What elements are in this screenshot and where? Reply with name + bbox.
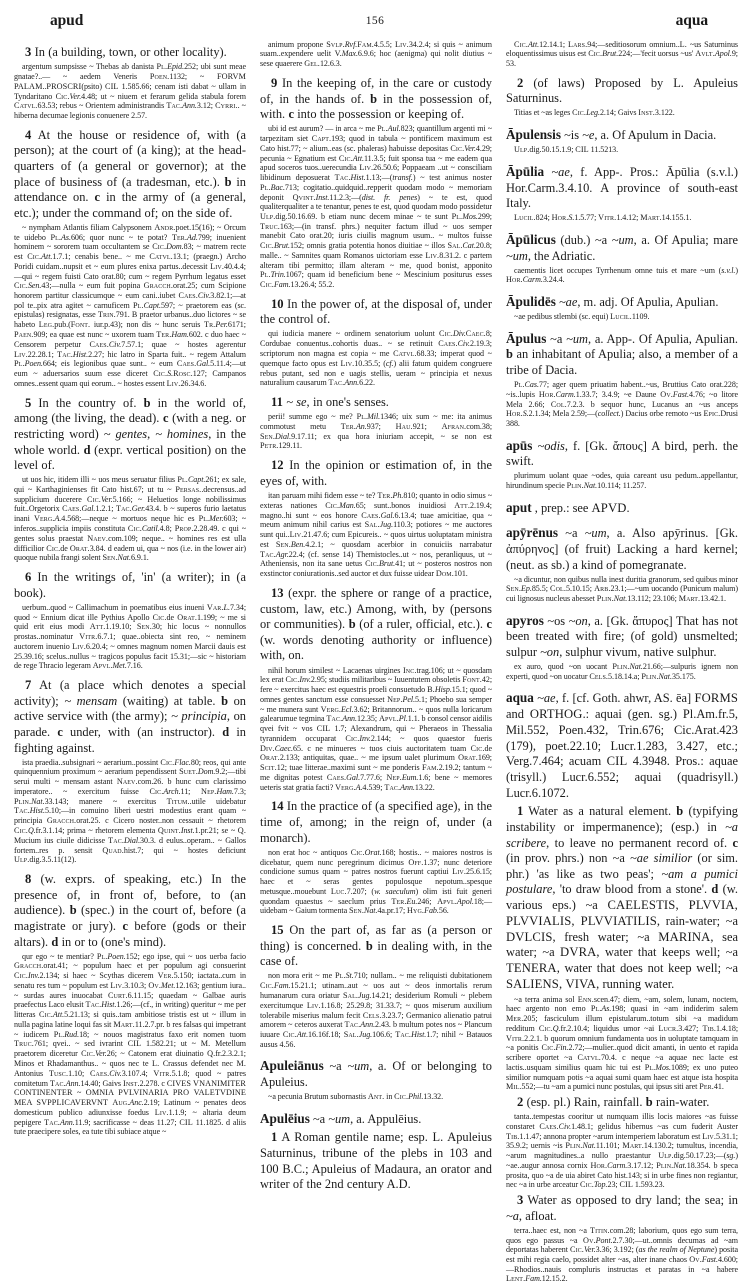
sense-group <box>14 128 246 222</box>
headword-line: apyros ~os ~on, a. [Gk. ἄπυρος] That has not been treated with fire; (of gold) unsmelted; sulpur ~on, sulphur vivum, native sulphur. <box>506 612 738 659</box>
citation-block: terra..haec est, non ~a Titin.com.28; laborium, quos ego sum terra, quos ego passus ~a Ov.Pont.2.7.30;—ut..omnis decumas ad ~am deportatas haberent Cic.Ver.3.36; 3.192; (as the realm of Neptune) posita est mihi regia caelo, possidet alter ~as, alter inane chaos Ov.Fast.4.600;—Rhodios..nauis compluris instructas et paratas in ~a habere Lent.Fam.12.15.2. <box>506 1225 738 1284</box>
headword-line: Āpulus ~a ~um, a. App-. Of Apulia, Apulian. b an inhabitant of Apulia; also, a member of a tribe of Dacia. <box>506 330 738 377</box>
sense-number: 2 <box>517 1094 524 1109</box>
citation-block: tanta..tempestas cooritur ut numquam illis locis maiores ~as fuisse constaret Caes.Civ.1.48.1; gelidus hibernus ~as cum fuderit Auster Tib.1.1.47; annona propter ~arum intemperiem laboratum est Liv.5.31.1; 35.9.2; uernis ~is Plin.Nat.11.101; Mart.14.130.2; tumultus, incendia, ~arum magnitudines..a nullo praestantur Ulp.dig.50.17.23;—(sg.) ~ae..augur annosa cornix Hor.Carm.3.17.12; Plin.Nat.18.354. b speca prosita, quo ~a de uia abiret Cato hist.143; si in urbe fines non regiantur, nec ~a in urbe arceatur Cic.Top.23; CIL 1.593.23. <box>506 1112 738 1190</box>
citation-block: non mora erit ~ me Pl.St.710; nullam.. ~ me reliquisti dubitationem Cic.Fam.15.21.1; utinam..aut ~ uos aut ~ deos inmortalis rerum humanarum cura oriatur Sal.Jug.14.21; desiderium Romuli ~ plebem exercitumque Liv.1.16.8; 25.29.8; 31.33.7; ~ quos miserum auxilium tolerabile miserius malum fecit Cels.3.23.7; Germanico alienatio patrui amorem ~ ceteros auxerat Tac.Ann.2.43. b multum potes nos ~ Plancum iuuare Cic.Att.16.16f.18; Sal.Jug.106.6; Tac.Hist.1.7; nihil ~ Batauos ausus 4.56. <box>260 971 493 1049</box>
headword: Āpūlia <box>506 164 545 180</box>
running-head <box>24 12 726 34</box>
headword-line: aqua ~ae, f. [cf. Goth. ahwr, AS. ēa] FORMS and ORTHOG.: aquai (gen. sg.) Pl.Am.fr.5, Mil.552, Poen.432, Trin.676; Cic.Arat.423 (179), poet.22.10; Lucr.1.283, 3.427, etc.; Verg.7.464; acuam CIL 4.3948. Pros.: aquae (trisyll.) Lucr.6.552; aquai (quadrisyll.) Lucr.6.1072. <box>506 690 738 800</box>
sense-number: 9 <box>271 75 278 90</box>
sense-number: 2 <box>517 75 524 90</box>
headword: Āpūlicus <box>506 232 556 247</box>
dictionary-entry <box>506 613 738 682</box>
column-middle <box>260 38 493 1192</box>
sense-definition: 6 In the writings of, 'in' (a writer); in (a book). <box>14 570 246 600</box>
citation-block: itan paruam mihi fidem esse ~ te? Ter.Ph.810; quanto in odio simus ~ exteras nationes Cic.Man.65; sunt..bonos inuidiosi Att.2.19.4; magno..hi sunt ~ eos honore Caes.Gal.6.13.4; tuae amicitiae, qua ~ meum animum nihil carius est Sal.Jug.110.3; potiores ~ me auctores sunt qui..Liv.21.47.6; cum Epicureis.. ~ quos uirtus uoluptatam ministra est Sen.Ben.4.2.1; ~ quosdam acerbior in conuiciis narrabatur Tac.Agr.22.4; (cf. sense 14) Themistocles..ut ~ nos, peranliquus, ut ~ Atheniensis, non ita sane uetus Cic.Brut.41; ut ~ posteros nostros non exstinctor coniurationis..sed auctor et dux fuisse uidear Dom.101. <box>260 491 493 579</box>
citation-block: ~a dicuntur, non quibus nulla inest duritia granorum, sed quibus minor Sen.Ep.85.5; Col.5.10.15; Arb.23.1;—~um uocando (Punicum malum) cui lignosus nucleus abesset Plin.Nat.13.112; 23.106; Mart.13.42.1. <box>506 574 738 603</box>
dictionary-entry <box>260 1058 492 1101</box>
headword-line: Āpulensis ~is ~e, a. Of Apulum in Dacia. <box>506 127 717 143</box>
citation-block: ex auro, quod ~on uocant Plin.Nat.21.66;—sulpuris ignem non experti, quod ~on uocatur Cels.5.18.14.a; Plin.Nat.35.175. <box>506 661 738 681</box>
citation-block: Pl.Cas.77; ager quem priuatim habent..~us, Bruttius Cato orat.228; ~is..lupis Hor.Carm.1.33.7; 3.4.9; ~e Daune Ov.Fast.4.76; ~o litore Mela 2.66; Col.7.2.3. b sequor hunc, Lucanus an ~us anceps Hor.S.2.1.34; Mela 2.59;—(collect.) Dacius orbe remoto ~us Epic.Drusi 388. <box>506 379 739 429</box>
sense-definition: 11 ~ se, in one's senses. <box>271 394 389 409</box>
citation-block: qur ego ~ te mentiar? Pl.Poen.152; ego ipse, qui ~ uos uerba facio Gracch.orat.41; ~ populum haec et per populum agi consuerint Cic.Inv.2.134; si haec ~ Scythas dicerem Ver.5.150; iactata..cum in senatu res tum ~ populum est Liv.3.10.3; Ov.Met.12.163; gentium iura.. ~ surdas aures inuocabat Curt.6.11.15; quaedam ~ Galbae auris praefectus Laco elusit Tac.Hist.1.26;—(cf., in writing) queritur ~ me per litteras Cic.Att.5.21.13; si quis..tam ambitiose tristis est ut ~ illum in nulla pagina latine loqui fas sit Mart.11.2.7.pr. b res falsas qui impetrant ~ iudicem Pl.Rud.18; ~ nouos magistratus faxo erit nomen tuom Truc.761; qvei.. ~ sed ivrarint CIL 1.582.21; ut ~ M. Metellum praetorem diceretur Cic.Ver.26; ~ Catonem erat diuinatio Q.fr.2.3.2.1; Minos et Rhadamanthus.. ~ quos nec te L. Crassus defendet nec M. Antonius Tusc.1.10; Caes.Civ.3.107.4; Vitr.5.1.8; quod ~ patres comitetum Tac.Ann.14.40; Gaivs Inst.2.278. c CIVES VNANIMITER CONTINENTER ~ OMNIA PVLVINARIA PRO VALETVDINE MEA SVPPLICAVERVNT Aug.Anc.2.19; Latinum ~ penates deos domesticum publico adiunxisse foedus Liv.1.1.9; ~ altaria deum pepigere Tac.Ann.11.9; sacrificasse ~ deas 11.27; CIL 11.1825. d aliis tute praecipere soles, ea tute tibi subiace atque ~ <box>14 951 247 1137</box>
sense-group <box>260 586 492 664</box>
dictionary-entry <box>506 232 738 285</box>
citation-block: Lucil.824; Hor.S.1.5.77; Vitr.1.4.12; Mart.14.155.1. <box>514 213 692 223</box>
citation-block: perii! summe ego ~ me? Pl.Mil.1346; uix sum ~ me: ita animus commotust metu Ter.An.937; Hau.921; Afran.com.38; Sen.Dial.9.17.11; ex qua hora iniuriam accepit, ~ se non est Petr.129.11. <box>260 412 493 451</box>
sense-group <box>260 395 492 411</box>
sense-definition: 9 In the keeping of, in the care or custody of, in the hands of. b in the possession of, with. c into the possession or keeping of. <box>260 75 492 122</box>
sense-number: 15 <box>271 923 284 938</box>
sense-number: 3 <box>25 45 32 59</box>
citation-block: non erat hoc ~ antiquos Cic.Orat.168; hostis.. ~ maiores nostros is dicebatur, quem nunc peregrinum dicimus Off.1.37; nunc deteriore condicione sumus quam ~ patres nostros fuerunt captiui Liv.25.6.15; haec et ~ seras gentes populosque nepotum..spesque metusque..mouebunt Luc.7.207; (w. saeculum) olim isti fuit generi quondam quaestus ~ saeclum prius Ter.Eu.246; Apvl.Apol.18;—uidebam ~ Gaium tormenta Sen.Nat.4a.pr.17; Hyg.Fab.56. <box>260 847 493 916</box>
column-left <box>14 38 247 1137</box>
sense-definition: 8 (w. exprs. of speaking, etc.) In the presence of, in front of, before, to (an audience). b (spec.) in the court of, before (a magistrate or jury). c before (gods or their altars). d in or to (one's mind). <box>14 872 246 949</box>
sense-number: 1 <box>517 804 524 819</box>
sense-definition: 12 In the opinion or estimation of, in the eyes of, with. <box>260 458 492 489</box>
sense-definition: 3 Water as opposed to dry land; the sea; in ~a, afloat. <box>506 1192 738 1223</box>
headword: Apulēius <box>260 1110 310 1126</box>
sense-definition: 1 A Roman gentile name; esp. L. Apuleius Saturninus, tribune of the plebs in 103 and 100 B.C.; Apuleius of Madaura, an orator and writer of the 2nd century A.D. <box>260 1130 492 1192</box>
sense-group <box>260 458 492 489</box>
headword: apȳrēnus <box>506 525 559 541</box>
headword: apyros <box>506 612 544 628</box>
sense-number: 13 <box>271 585 284 600</box>
sense-definition: 3 In (a building, town, or other locality). <box>25 45 227 59</box>
dictionary-entry <box>506 294 738 322</box>
citation-block: ubi id est aurum? — in arca ~ me Pl.Aul.823; quantillum argenti mi ~ tarpezitam siet Capt.193; quod in tabula ~ pontificem maximum est Cato hist.77; ~ alium..eas (sc. phaleras) habuisse depositas Cic.Ver.4.29; pecunia ~ Egnatium est Cic.Att.11.3.5; fuit sponsa tua ~ me eadem qua apud soceros tuos..uerecundia Liv.26.50.6; Poppaeam ..ut ~ consciliam libidinum deposuerat Tac.Hist.1.13;—(transf.) ~ test animus noster Pl.Bac.713; cogitatio..quidquid..repperit quodam modo ~ memoriam deponit Qvint.Inst.11.2.3;—(dist. fr. penes) ~ te est, quod qualiterqualiter a te tenantur, penes te est, quod quodam modo possidetur Ulp.dig.50.16.69. b etiam nunc decem minae ~ te sunt Pl.Mos.299; Truc.163;—(in transf. phrs.) nequiter factum illud ~ uos semper manebit Cato orat.20; iuris ciuilis magnum usum.. ~ multos fuisse Cic.Brut.152; omnis gratia potentia honos diuitiae ~ illos Sal.Cat.20.8; malle.. ~ Samnites quam Romanos uictoriam esse Liv.8.31.2. c partem alteram tibi permitto; illam alteram ~ me, quod bonist, apponito Pl.Trin.1067; quam id beneficium bene ~ Mescinium positurus esses Cic.Fam.13.26.4; 55.2. <box>260 124 493 289</box>
citation-block: Cic.Att.12.14.1; Lars.94;—seditiosorum omnium..L. ~us Saturninus eloquentissimus uisus est Cic.Brut.224;—'fecit uorsus ~us' Avlt.Apol.9; 53. <box>506 39 738 69</box>
citation-block: plurimum uolant quae ~odes, quia careant usu pedum..appellantur, hirundinum specie Plin.Nat.10.114; 11.257. <box>506 471 738 490</box>
dictionary-entry <box>506 500 738 517</box>
headword: Āpulidēs <box>506 293 556 309</box>
headword-line: apȳrēnus ~a ~um, a. Also apȳrinus. [Gk. ἀπύρηνος] (of fruit) Lacking a hard kernel; (neut. as sb.) a kind of pomegranate. <box>506 525 738 572</box>
dictionary-entry <box>506 331 738 429</box>
sense-definition: 1 Water as a natural element. b (typifying instability or impermanence); (esp.) in ~a scribere, to leave no permanent record of. c (in prov. phrs.) non ~a ~ae similior (or sim. phr.) 'as like as two peas'; ~am a pumici postulare, 'to draw blood from a stone'. d (w. various eps.) ~a CAELESTIS, PLVVIA, PLVVIALIS, PLVVIATILIS, rain-water; ~a DVLCIS, fresh water; ~a MARINA, sea water; ~a DVRA, water that keeps well; ~a TENERA, water that does not keep well; ~a SALIENS, VIVA, running water. <box>506 804 738 992</box>
citation-block: ~a terra anima sol Enn.scen.47; diem, ~am, solem, lunam, noctem, haec argento non emo Pl.As.198; quasi in ~am indiderim salem Mer.205; fasciculum illum epistularum..totum sibi ~a madidum redditum Cic.Q.fr.2.10.4; liquidus umor ~ai Lucr.3.427; Tib.1.4.18; Vitr.2.2.1. b quorum omnium fundamenta uos in uoluptate tamquam in ~a ponitis Cic.Fin.2.72;—mulier..quod dicit amanti, in uento et rapida scribere oportet ~a Catvl.70.4. c neque ~a aquae nec lacte est lactis..usquam similius quam hic tui est Pl.Mos.1089; ex uno puteo similior numquam potis ~a aquai sumi quam haec est atque ista hospita Mil.552;—tu ~am a pumici nunc postulas, qui ipsus siti aret Per.41. <box>506 994 739 1092</box>
running-head-left: apud <box>50 12 84 29</box>
sense-number: 7 <box>25 678 32 693</box>
citation-block: ista praedia..subsignari ~ aerarium..possint Cic.Flac.80; reos, qui ante quinquennium proximum ~ aerarium pependissent Suet.Dom.9.2;—tibi serui multi ~ mensam astant Naev.com.26. b hunc cum clarissimo imperatore.. ~ exercitum fuisse Cic.Arch.11; Nep.Ham.7.3; Plin.Nat.33.143; manere ~ exercitus Titum..utile uidebatur Tac.Hist.5.10;—in comuino liberi uestri modestius erant quam ~ principia Gracch.orat.25. c Cicero noster..non cessauit ~ rhetorem Cic.Q.fr.3.1.14; prima ~ rhetorem elementa Quint.Inst.1.pr.21; se ~ Q. Mucium ius ciuile didicisse Tac.Dial.30.3. d eulus..operam.. ~ Gallos fortem..res p. sensit Quad.hist.7; qui ~ hostes deficiunt Ulp.dig.3.5.11(12). <box>14 757 247 865</box>
citation-block: Ulp.dig.50.15.1.9; CIL 11.5213. <box>514 145 619 155</box>
dictionary-entry <box>506 525 738 603</box>
headword-line: apūs ~odis, f. [Gk. ἄπους] A bird, perh. the swift. <box>506 437 738 469</box>
dictionary-entry <box>506 690 738 1284</box>
headword: aqua <box>506 690 534 706</box>
citation-block: qui iudicia manere ~ ordinem senatorium uolunt Cic.Div.Caec.8; Cordubae conuentus..cohortis duas.. ~ se retinuit Caes.Civ.2.19.3; scriptorum non magna est copia ~ me Catvl.68.33; imperat quod ~ quemque facto opus est Liv.10.35.5; (cf.) alii fatum quidem congruere rebus putant, sed non e uagis stellis, ueram ~ principia et nexus naturalium causarum Tac.Ann.6.22. <box>260 329 493 388</box>
citation-block: Titias et ~as leges Cic.Leg.2.14; Gaivs Inst.3.122. <box>514 108 675 118</box>
sense-number: 4 <box>25 127 32 142</box>
sense-definition: 2 (esp. pl.) Rain, rainfall. b rain-water. <box>517 1094 710 1109</box>
sense-number: 10 <box>271 296 284 311</box>
sense-definition: 13 (expr. the sphere or range of a practice, custom, law, etc.) Among, with, by (persons or communities). b (of a ruler, official, etc.). c (w. words denoting authority or influence) with, on. <box>260 585 492 663</box>
citation-block: uerbum..quod ~ Callimachum in poematibus eius inueni Var.L.7.34; quod ~ Ennium dicat ille Pythius Apollo Cic.de Orat.1.199; ~ me si quid erit eius modi Att.1.19.10; Sen.30; hic locus ~ nonnullos prostas..nominatur Vitr.6.7.1; quae..obiecta sint reo, ~ neminem auctorem inuenio Liv.6.20.4; ~ omnes magnum nomen Marcii dauis est 25.39.16; scelus..nullus ~ tragicos populus facit 15.31;—sic ~ historiam de rege Thracio legeram Apvl.Met.7.16. <box>14 602 247 671</box>
dictionary-entry <box>506 164 738 223</box>
citation-block: nihil horum similest ~ Lacaenas uirgines Inc.trag.106; ut ~ quosdam lex erat Cic.Inv.2.95; studiis militaribus ~ Iuuentutem obsoletis Font.42; fere ~ exercitus haec est equestris proeli consuetudo B.Hisp.15.1; quod ~ omnes gentes sanctum esse consuesset Nep.Pel.5.1; Phoebo sua semper ~ me munera sunt Verg.Ecl.3.62; Britannorum.. ~ quos nulla loricarum galearumue tegmina Tac.Ann.12.35; Apvl.Pl.1.1. b consol censor aidilis qvei fvit ~ vos CIL 1.7; Alexandrum, qui ~ Pheraeos in Thessalia tyrannidem occuparat Cic.Inv.2.144; ~ quos quaestor fueris Div.Caec.65. c ne minueres ~ tuos ciuis auctoritatem tuam Cic.de Orat.2.133; antiquitas, quae.. ~ me ipsum ualet plurimum Orat.169; Scit.12; tuae litterae..maximi sunt ~ me ponderis Fam.2.19.2; tantum ~ me dignitas potest Caes.Gal.7.77.6; Nep.Eum.1.6; bene ~ memores ueteris stat gratia facti? Verg.A.4.539; Tac.Ann.13.22. <box>260 665 493 792</box>
citation-block: ~ae pedibus stlembi (sc. equi) Lucil.1109. <box>514 312 650 322</box>
running-head-right: aqua <box>675 12 708 29</box>
headword: Apuleiānus <box>260 1058 324 1074</box>
sense-group <box>14 872 246 950</box>
headword-line: Apulēius ~a ~um, a. Appulēius. <box>260 1110 422 1126</box>
citation-block: argentum sumpsisse ~ Thebas ab danista Pl.Epid.252; ubi sunt meae gnatae?..— ~ aedem Veneris Poen.1132; ~ FORVM PALAM..PROSCRI(psito) CIL 1.585.66; cenam isti dabat ~ ullam in Tyndaritano Cic.Ver.4.48; ut ~ niuem et ferarum gelida stabula forem Catvl.63.53; rebus ~ Orientem administrandis Tac.Ann.3.12; Cyrri.. ~ hiberna decumae legionis conuenere 2.57. <box>14 62 247 121</box>
dictionary-entry <box>506 438 738 491</box>
sense-group <box>260 297 492 328</box>
sense-group <box>14 45 246 61</box>
headword-line: Apuleiānus ~a ~um, a. Of or belonging to Apuleius. <box>260 1058 492 1089</box>
sense-group <box>260 799 492 846</box>
sense-definition: 2 (of laws) Proposed by L. Apuleius Saturninus. <box>506 75 738 106</box>
headword-line: Āpūlicus (dub.) ~a ~um, a. Of Apulia; mare ~um, the Adriatic. <box>506 232 739 263</box>
sense-definition: 14 In the practice of (a specified age), in the time of, among; in the reign of, under (a monarch). <box>260 799 492 845</box>
citation-block: ~a pecunia Brutum subornastis Ant. in Cic.Phil.13.32. <box>268 1092 444 1102</box>
sense-number: 12 <box>271 458 284 473</box>
dictionary-entry <box>260 1111 492 1193</box>
sense-definition: 5 In the country of. b in the world of, among (the living, the dead). c (with a neg. or restricting word) ~ gentes, ~ homines, in the whole world. d (expr. vertical position) on the level of. <box>14 395 247 473</box>
sense-number: 1 <box>271 1130 278 1145</box>
sense-number: 11 <box>271 394 283 409</box>
sense-group <box>506 76 738 107</box>
sense-definition: 7 At (a place which denotes a special activity); ~ mensam (waiting) at table. b on active service with (the army); ~ principia, on parade. c under, with (an instructor). d in fighting against. <box>14 678 246 755</box>
headword-line: Āpulidēs ~ae, m. adj. Of Apulia, Apulian. <box>506 293 719 309</box>
sense-group <box>260 76 492 123</box>
headword-line: Āpūlia ~ae, f. App-. Pros.: Āpūlia (s.v.l.) Hor.Carm.3.4.10. A province of south-east Italy. <box>506 164 738 211</box>
headword-line: aput , prep.: see APVD. <box>506 499 630 515</box>
sense-definition: 15 On the part of, as far as (a person or thing) is concerned. b in dealing with, in the case of. <box>260 923 492 969</box>
sense-number: 5 <box>25 395 32 410</box>
headword: aput <box>506 499 532 515</box>
citation-block: ~ nympham Atlantis filiam Calypsonem Andr.poet.15(16); ~ Orcum te uidebo Pl.As.606; quor nunc ~ te potat? Ter.Ad.799; inuenient hominem ~ sororem tuam occultantem se Cic.Dom.83; ~ matrem recte est Cic.Att.1.7.1; cenabis bene.. ~ me Catvl.13.1; (praegn.) Archo Poridi cuidam..nupsit et ~ eum plures enixa partus..decessit Liv.40.4.4;—qui ~ regem fuisti Cato orat.80; cum ~ regem Pyrrhum legatus esset Cic.Sen.43;—nulla ~ eum fuit popina Gracch.orat.25; cum Scipione honorem partitur classicumque ~ eum cani..iubet Caes.Civ.3.82.1;—at pol te..pix atra agitet ~ carnuficem Pl.Capt.597; ~ praetorem eas (sc. epistulas) resignatas, esse Trin.791. B praetor urbanus..duo lictores ~ se habeto Leg.pub.(Font. iur.p.43); non dis ~ hunc seruis Tr.Per.6171; Paen.909; ea quae est nunc ~ uxorem tuam Ter.Ham.602. c duo haec ~ Censorem perpetur Caes.Civ.7.57.1; quae ~ hostes agerentur Liv.22.28.1; Tac.Hist.2.27; hic latro in Sparta fuit.. ~ regem Attalum Pl.Poen.664; eis legionibus quae sunt.. ~ eum Caes.Gal.5.11.4;—ut eum ~ aduersarios suum esse diceret Cic.S.Rosc.127; Campanos omnes..essent quam qui eorum.. ~ hostes essent Liv.26.34.6. <box>14 222 247 388</box>
citation-block: ut uos hic, itidem illi ~ uos meus seruatur filius Pl.Capt.261; ex sale, qui ~ Karthaginienses fit Cato hist.67; ut tu ~ Persas..decrensus..ad supplicium ducerere Cic.Ver.5.166; ~ Heluetios longe nobilissimus fuit..Orgetorix Caes.Gal.1.2.1; Tac.Ger.43.4. b ~ superos furio laetatus inani Verg.A.4.568;—neque ~ mortuos neque hic es Pl.Mer.603; ~ inferos..supplicia impiis constituta Cic.Catil.4.8; Prop.2.28.49. c qui ~ gentes solus praestat Naev.com.109; neque.. ~ homines res est ulla difficilior Cic.de Orat.3.84. d eadem ui, qua ~ nos (i.e. in the lower air) quoque nubila frangi solent Sen.Nat.6.9.1. <box>14 475 247 563</box>
headword: Āpulus <box>506 330 547 346</box>
column-container <box>14 38 739 1284</box>
citation-block: animum propone Svlp.Rvf.Fam.4.5.5; Liv.34.2.4; si quis ~ animum suam..expendere uelit V.Max.6.9.6; hoc (aenigma) qui nolit diutius ~ sese quaerere Gel.12.6.3. <box>260 39 492 69</box>
sense-definition: 4 At the house or residence of, with (a person); at the court of (a king); at the head-quarters of (a general or governor); at the place of business of (a tradesman, etc.). b in attendance on. c in the army of (a general, etc.); under the command of; on the side of. <box>14 127 246 220</box>
citation-block: caementis licet occupes Tyrrhenum omne tuis et mare ~um (s.v.l.) Hor.Carm.3.24.4. <box>506 265 738 285</box>
column-right <box>506 38 739 1284</box>
sense-definition: 10 In the power of, at the disposal of, under the control of. <box>260 296 492 327</box>
headword: Āpulensis <box>506 127 561 143</box>
sense-number: 6 <box>25 570 32 585</box>
dictionary-entry <box>506 127 738 155</box>
sense-number: 8 <box>25 872 32 887</box>
sense-number: 3 <box>517 1192 524 1207</box>
sense-group <box>14 678 246 756</box>
sense-group <box>14 396 246 474</box>
headword: apūs <box>506 437 533 453</box>
sense-group <box>14 570 246 601</box>
sense-number: 14 <box>271 799 284 814</box>
sense-group <box>260 923 492 970</box>
page-number: 156 <box>365 15 385 27</box>
